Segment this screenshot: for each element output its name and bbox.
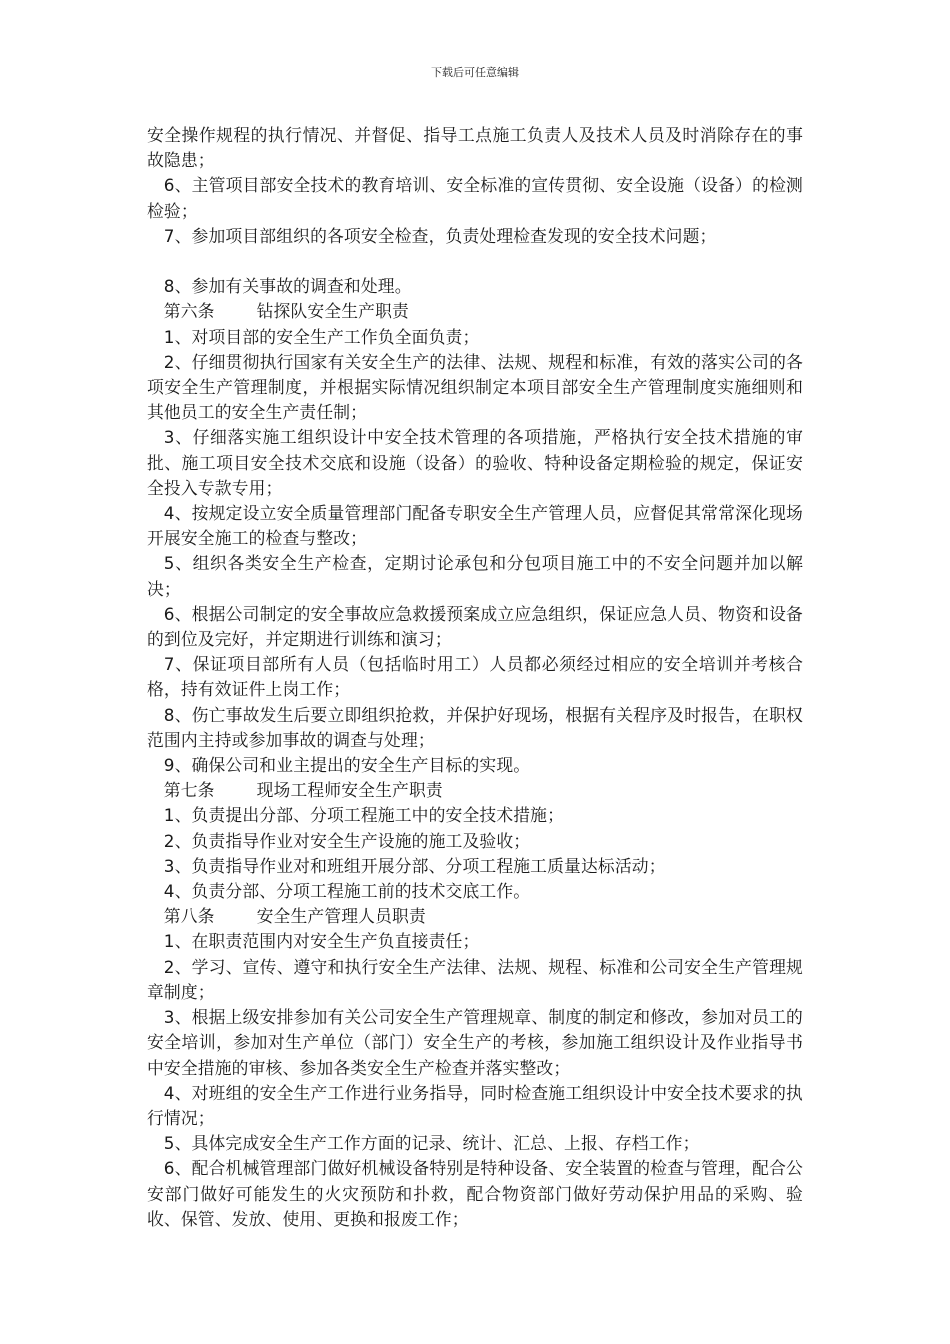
- clause-paragraph: 5、组织各类安全生产检查，定期讨论承包和分包项目施工中的不安全问题并加以解决；: [147, 553, 803, 599]
- clause-paragraph: 1、负责提出分部、分项工程施工中的安全技术措施；: [163, 805, 565, 826]
- document-body: [147, 123, 803, 1232]
- article-title: 钻探队安全生产职责: [256, 301, 409, 322]
- clause-paragraph: 7、保证项目部所有人员（包括临时用工）人员都必须经过相应的安全培训并考核合格，持有效证件上岗工作；: [147, 654, 803, 700]
- clause-paragraph: 8、参加有关事故的调查和处理。: [163, 276, 412, 297]
- clause-paragraph: 8、伤亡事故发生后要立即组织抢救，并保护好现场，根据有关程序及时报告，在职权范围内主持或参加事故的调查与处理；: [147, 704, 803, 750]
- clause-paragraph: 5、具体完成安全生产工作方面的记录、统计、汇总、上报、存档工作；: [163, 1133, 700, 1154]
- clause-paragraph: 3、负责指导作业对和班组开展分部、分项工程施工质量达标活动；: [163, 855, 666, 876]
- clause-paragraph: 1、在职责范围内对安全生产负直接责任；: [163, 931, 480, 952]
- article-heading: [147, 299, 803, 324]
- article-title: 安全生产管理人员职责: [256, 906, 426, 927]
- article-heading: [147, 778, 803, 803]
- clause-paragraph: 2、学习、宣传、遵守和执行安全生产法律、法规、规程、标准和公司安全生产管理规章制度；: [147, 956, 803, 1002]
- clause-paragraph: 6、配合机械管理部门做好机械设备特别是特种设备、安全装置的检查与管理，配合公安部门做好可能发生的火灾预防和扑救，配合物资部门做好劳动保护用品的采购、验收、保管、发放、使用、更换和报废工作；: [147, 1158, 803, 1229]
- clause-paragraph: 3、根据上级安排参加有关公司安全生产管理规章、制度的制定和修改，参加对员工的安全培训，参加对生产单位（部门）安全生产的考核，参加施工组织设计及作业指导书中安全措施的审核、参加各类安全生产检查并落实整改；: [147, 1007, 803, 1078]
- clause-paragraph: 6、主管项目部安全技术的教育培训、安全标准的宣传贯彻、安全设施（设备）的检测检验；: [147, 175, 803, 221]
- clause-paragraph: 6、根据公司制定的安全事故应急救援预案成立应急组织，保证应急人员、物资和设备的到位及完好，并定期进行训练和演习；: [147, 603, 803, 650]
- clause-paragraph: 9、确保公司和业主提出的安全生产目标的实现。: [163, 755, 531, 776]
- clause-paragraph: 安全操作规程的执行情况、并督促、指导工点施工负责人及技术人员及时消除存在的事故隐患；: [147, 125, 803, 171]
- clause-paragraph: 4、对班组的安全生产工作进行业务指导，同时检查施工组织设计中安全技术要求的执行情况；: [147, 1082, 803, 1128]
- article-heading: [147, 904, 803, 929]
- clause-paragraph: 1、对项目部的安全生产工作负全面负责；: [163, 326, 480, 347]
- article-number: 第七条: [163, 780, 215, 801]
- article-number: 第八条: [163, 906, 215, 927]
- article-number: 第六条: [163, 301, 215, 322]
- clause-paragraph: 7、参加项目部组织的各项安全检查，负责处理检查发现的安全技术问题；: [163, 225, 717, 246]
- clause-paragraph: 3、仔细落实施工组织设计中安全技术管理的各项措施，严格执行安全技术措施的审批、施工项目安全技术交底和设施（设备）的验收、特种设备定期检验的规定，保证安全投入专款专用；: [147, 427, 803, 498]
- clause-paragraph: 2、仔细贯彻执行国家有关安全生产的法律、法规、规程和标准，有效的落实公司的各项安全生产管理制度，并根据实际情况组织制定本项目部安全生产管理制度实施细则和其他员工的安全生产责任制；: [147, 351, 803, 423]
- clause-paragraph: 2、负责指导作业对安全生产设施的施工及验收；: [163, 830, 531, 851]
- article-title: 现场工程师安全生产职责: [256, 780, 443, 801]
- clause-paragraph: 4、按规定设立安全质量管理部门配备专职安全生产管理人员，应督促其常常深化现场开展安全施工的检查与整改；: [147, 503, 803, 549]
- clause-paragraph: 4、负责分部、分项工程施工前的技术交底工作。: [163, 881, 531, 902]
- page-header-note: 下载后可任意编辑: [431, 66, 519, 79]
